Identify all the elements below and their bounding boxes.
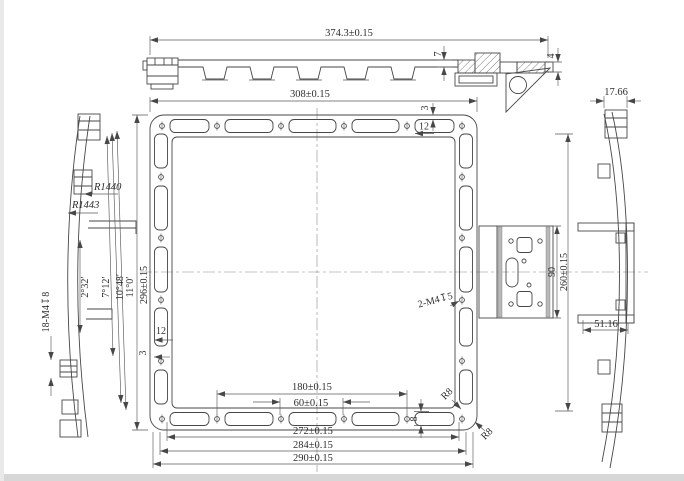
dim-bracket-width-label: 51.16: [594, 319, 618, 330]
slot: [460, 370, 473, 404]
dim-right-top-width-label: 17.66: [604, 87, 628, 98]
thread-tab: [60, 360, 77, 377]
angle1-label: 2°32′: [80, 276, 91, 298]
thread-tab-lines: [60, 366, 77, 372]
slot: [289, 413, 336, 426]
page-edge-bottom: [0, 474, 684, 481]
lower-tab: [62, 400, 78, 414]
dim-frame-height-label: 296±0.15: [139, 266, 150, 304]
dim-top-web-label: 3: [420, 105, 431, 111]
dim-left-web-label: 3: [138, 350, 149, 356]
left-end-foot: [151, 84, 173, 89]
gusset-triangle: [506, 68, 550, 112]
dim-bracket-height-label: 90: [547, 267, 558, 277]
slot: [225, 120, 273, 133]
slot: [225, 413, 273, 426]
bracket-band-left: [498, 227, 502, 317]
radius-outer-label: R1440: [94, 182, 122, 193]
section-spacer: [500, 62, 517, 73]
dim-slot-height-label: 8: [409, 416, 420, 422]
right-profile-view: [578, 87, 641, 468]
page-edge-left: [0, 0, 4, 481]
slot: [155, 186, 168, 230]
angle2-dim-line: [107, 136, 113, 356]
bracket-square-cutout-top: [517, 238, 532, 253]
slot: [155, 247, 168, 292]
slot: [460, 186, 473, 230]
upper-tab-lines: [74, 177, 92, 186]
bracket-hole: [538, 239, 542, 243]
left-end-block: [147, 58, 178, 84]
slot: [415, 413, 454, 426]
dim-284-label: 284±0.15: [293, 440, 333, 451]
hatched-section-3: [517, 62, 545, 73]
slot: [460, 308, 473, 346]
hole-center-ticks: [161, 122, 462, 424]
angle2-label: 7°12′: [101, 276, 112, 298]
dim7-ext: [437, 60, 452, 67]
corner-radius-inner-label: R8: [439, 386, 456, 403]
upper-tab: [598, 164, 610, 178]
strip-outer-edge: [610, 112, 628, 468]
c-bracket-tab-bottom: [616, 300, 625, 310]
slot: [170, 120, 209, 133]
radius-inner-label: R1443: [72, 200, 100, 211]
thread-note-label: 18-M4↧8: [41, 291, 52, 333]
right-end-cap: [545, 62, 553, 72]
strip-outer-edge: [68, 116, 80, 437]
slot: [170, 413, 209, 426]
corner-radius-outer-leader: [475, 422, 485, 431]
slot: [460, 247, 473, 292]
dim-holes-60-label: 60±0.15: [293, 398, 329, 409]
web-notched-line: [178, 67, 458, 79]
bracket-hole: [522, 259, 526, 263]
strip-inner-edge: [602, 114, 620, 462]
top-cap-lines: [605, 118, 627, 127]
slot: [289, 120, 336, 133]
bracket-hole: [509, 302, 513, 306]
angle4-label: 11°0′: [125, 276, 136, 298]
left-end-tab: [143, 61, 147, 70]
gusset-hole: [510, 77, 527, 94]
left-end-block-detail: [147, 58, 178, 76]
dim-web-height-label: 7: [433, 51, 444, 57]
bracket-hole: [509, 239, 513, 243]
mounting-holes: [159, 122, 465, 424]
frame-inner-edge: [172, 137, 455, 408]
angle3-dim-line: [112, 133, 121, 403]
hatched-section-2: [475, 53, 500, 73]
angle4-dim-line: [117, 131, 126, 410]
bracket-square-cutout-bottom: [517, 292, 532, 307]
dim-lip-label: 4: [546, 53, 557, 59]
lower-tab: [598, 360, 610, 374]
dim-left-slot-width-label: 12: [156, 326, 166, 337]
side-bracket: [479, 134, 573, 411]
top-edge-slots: [170, 120, 454, 133]
dim4-ext: [549, 62, 562, 72]
slot: [352, 413, 399, 426]
hatched-section-1: [458, 60, 475, 73]
dim-overall-width-label: 374.3±0.15: [325, 28, 373, 39]
top-section-view: [143, 28, 562, 112]
front-thread-note-label: 2-M4↧5: [416, 290, 454, 311]
dim-260-label: 260±0.15: [559, 253, 570, 291]
dim-holes-180-label: 180±0.15: [292, 382, 332, 393]
slot: [155, 134, 168, 168]
shelf-lower: [86, 309, 112, 319]
under-bracket-inner: [459, 76, 493, 83]
dim-top-slot-width-label: 12: [419, 121, 429, 133]
dim-290-label: 290±0.15: [293, 453, 333, 464]
under-bracket: [455, 73, 497, 86]
corner-radius-outer-label: R8: [479, 426, 496, 443]
dim-272-label: 272±0.15: [293, 426, 333, 437]
dim-frame-width-label: 308±0.15: [290, 89, 330, 100]
c-bracket-tab-top: [616, 233, 625, 243]
shelf-upper: [88, 221, 136, 234]
slot: [460, 134, 473, 168]
bracket-hole: [527, 283, 531, 287]
angle3-label: 10°48′: [115, 273, 126, 301]
bracket-obround-slot: [506, 258, 518, 287]
bottom-cap-lines: [602, 413, 622, 422]
slot: [155, 370, 168, 404]
bracket-hole: [538, 302, 542, 306]
front-view: [132, 89, 648, 472]
left-profile-view: [41, 114, 136, 437]
top-cap: [78, 114, 100, 140]
slot: [352, 120, 399, 133]
